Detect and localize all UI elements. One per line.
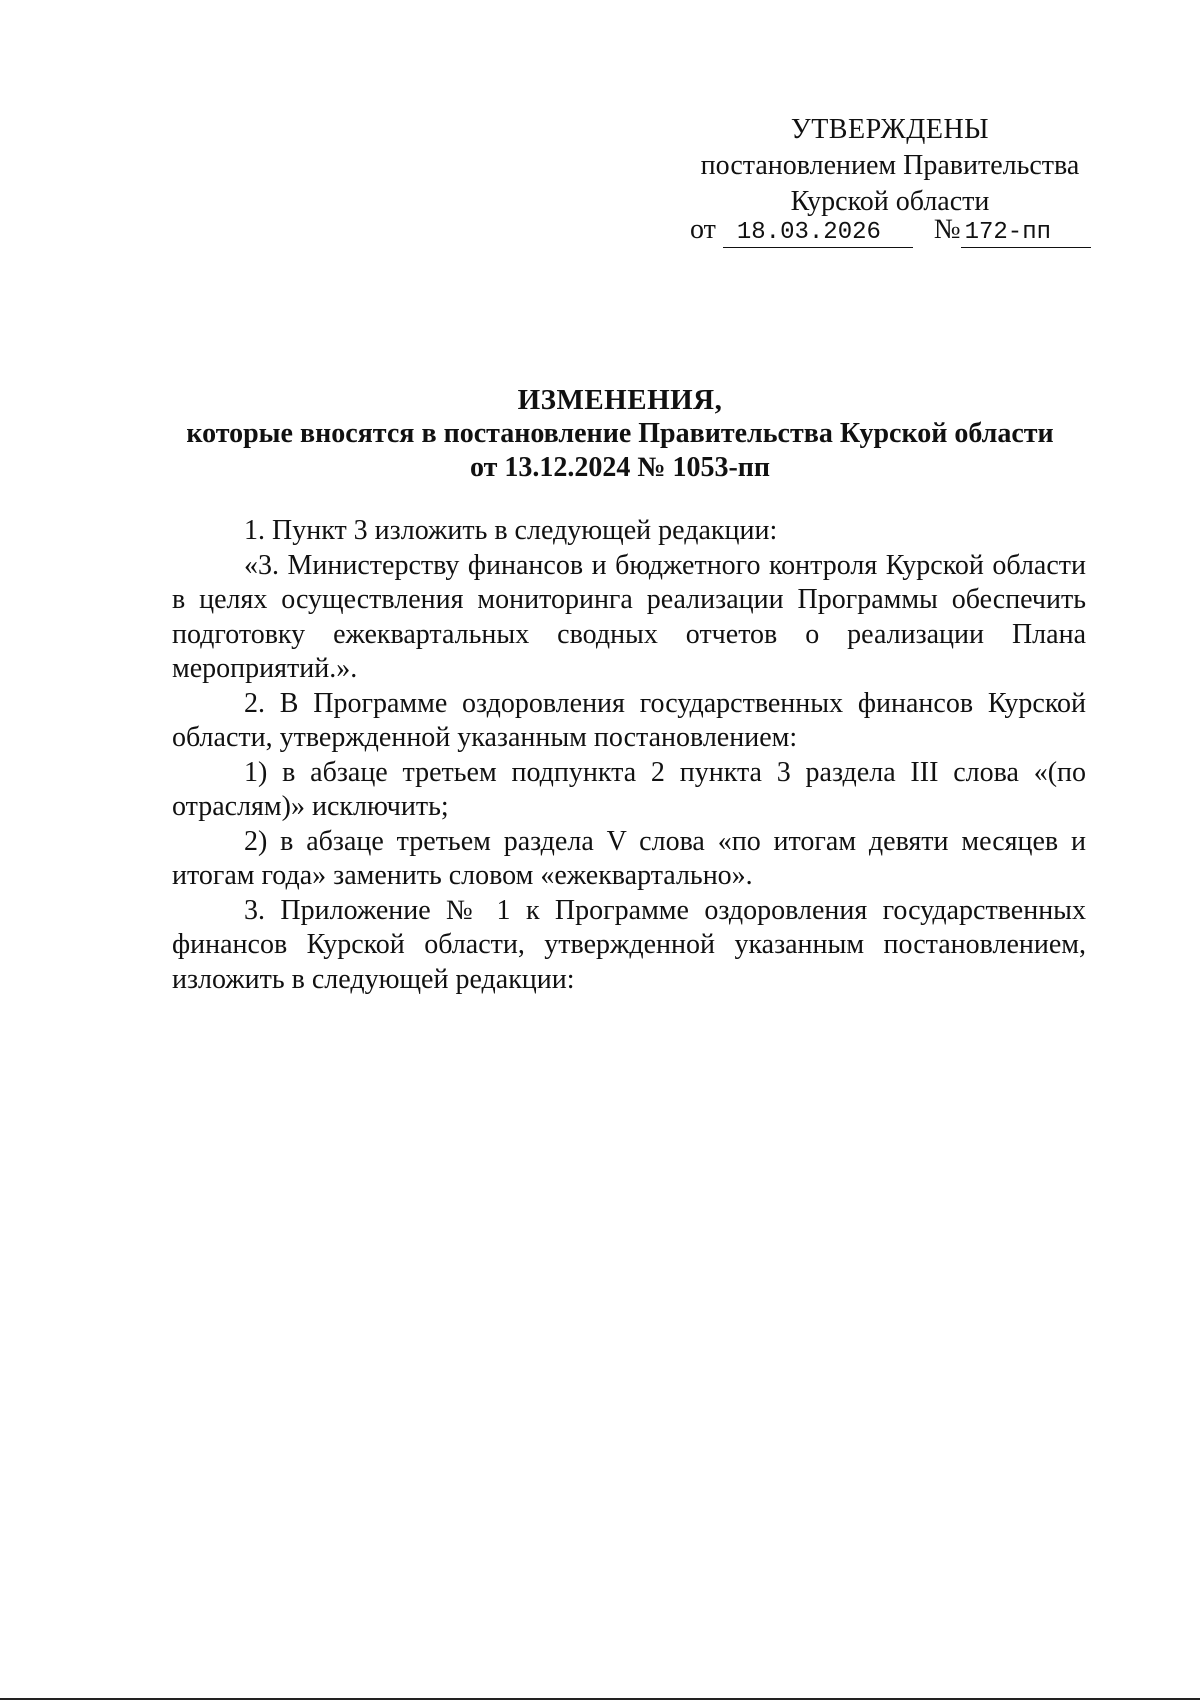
paragraph-3: 2. В Программе оздоровления государственных финансов Курской области, утвержденной указанным постановлением: [172, 687, 1086, 753]
paragraph-5: 2) в абзаце третьем раздела V слова «по итогам девяти месяцев и итогам года» заменить словом «ежеквартально». [172, 825, 1086, 891]
approval-date-number [690, 212, 1110, 248]
title-subheading: которые вносятся в постановление Правительства Курской области [186, 418, 1054, 449]
paragraph-1: 1. Пункт 3 изложить в следующей редакции: [244, 515, 778, 546]
approval-date: 18.03.2026 [723, 219, 913, 248]
document-body [172, 514, 1086, 997]
approval-resolution: постановлением Правительства [700, 150, 1080, 181]
approval-block [680, 112, 1100, 220]
from-label: от [690, 214, 716, 245]
number-sign: № [933, 214, 961, 245]
scan-edge-line [0, 1698, 1200, 1700]
title-heading: ИЗМЕНЕНИЯ, [517, 384, 723, 416]
title-reference: от 13.12.2024 № 1053-пп [469, 452, 771, 483]
document-title [140, 383, 1100, 485]
paragraph-6: 3. Приложение № 1 к Программе оздоровления государственных финансов Курской области, утвержденной указанным постановлением, изложить в следующей редакции: [172, 894, 1086, 995]
paragraph-4: 1) в абзаце третьем подпункта 2 пункта 3 раздела III слова «(по отраслям)» исключить; [172, 756, 1086, 822]
approval-region: Курской области [790, 186, 990, 217]
approval-number: 172-пп [961, 219, 1091, 248]
approval-title: УТВЕРЖДЕНЫ [790, 114, 990, 145]
paragraph-2: «3. Министерству финансов и бюджетного контроля Курской области в целях осуществления мониторинга реализации Программы обеспечить подготовку ежеквартальных сводных отчетов о реализации Плана мероприятий.». [172, 549, 1086, 684]
